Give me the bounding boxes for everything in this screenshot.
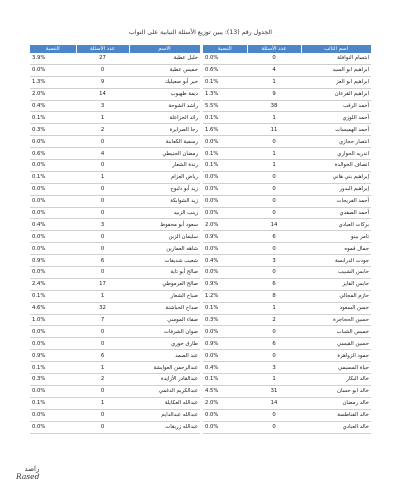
percent-cell: 0.1% <box>203 76 247 88</box>
table-row <box>30 88 200 100</box>
table-row <box>203 350 371 362</box>
logo-arabic: راصد <box>24 465 40 473</box>
count-cell: 6 <box>247 231 301 243</box>
table-row <box>203 385 371 397</box>
name-cell: أحمد اللوزي <box>301 112 371 124</box>
count-cell: 1 <box>76 112 129 124</box>
count-cell: 2 <box>76 124 129 136</box>
count-cell: 1 <box>76 397 129 409</box>
name-cell: عبدالله العكايلة <box>129 397 200 409</box>
count-cell: 0 <box>247 183 301 195</box>
count-cell: 0 <box>76 421 129 433</box>
percent-cell: 0.0% <box>30 421 76 433</box>
table-row <box>30 278 200 290</box>
table-row <box>30 385 200 397</box>
table-row <box>30 267 200 279</box>
table-row <box>30 136 200 148</box>
percent-cell: 1.3% <box>30 76 76 88</box>
table-row <box>203 53 371 64</box>
table-row <box>203 326 371 338</box>
count-cell: 2 <box>76 374 129 386</box>
table-row <box>30 421 200 433</box>
percent-cell: 4.6% <box>30 302 76 314</box>
table-row <box>203 255 371 267</box>
percent-cell: 0.1% <box>203 374 247 386</box>
percent-cell: 0.0% <box>203 171 247 183</box>
name-cell: راشد الشوحة <box>129 100 200 112</box>
name-cell: زيد أبو دلبوح <box>129 183 200 195</box>
count-cell: 6 <box>76 350 129 362</box>
name-cell: انصاف الخوالدة <box>301 160 371 172</box>
percent-cell: 0.0% <box>203 350 247 362</box>
name-cell: أحمد الرقب <box>301 100 371 112</box>
table-row <box>203 302 371 314</box>
table-row <box>30 207 200 219</box>
percent-cell: 2.0% <box>203 219 247 231</box>
table-header-row <box>30 45 200 53</box>
table-row <box>30 76 200 88</box>
header-count: عدد الأسئلة <box>76 45 129 53</box>
name-cell: عبدالله زريقات <box>129 421 200 433</box>
percent-cell: 0.9% <box>30 350 76 362</box>
name-cell: شاهه العمارين <box>129 243 200 255</box>
name-cell: جودت الدرابسة <box>301 255 371 267</box>
percent-cell: 0.4% <box>203 362 247 374</box>
count-cell: 2 <box>247 314 301 326</box>
table-row <box>203 362 371 374</box>
percent-cell: 1.0% <box>30 314 76 326</box>
rased-logo <box>16 466 39 481</box>
percent-cell: 0.1% <box>30 290 76 302</box>
name-cell: اندريه الحواري <box>301 148 371 160</box>
count-cell: 0 <box>76 136 129 148</box>
table-left <box>30 45 201 434</box>
name-cell: جمال قموه <box>301 243 371 255</box>
name-cell: صالح أبو تاية <box>129 267 200 279</box>
percent-cell: 3.9% <box>30 53 76 64</box>
table-row <box>30 374 200 386</box>
count-cell: 31 <box>247 385 301 397</box>
percent-cell: 0.0% <box>30 231 76 243</box>
name-cell: خالد رمضان <box>301 397 371 409</box>
percent-cell: 0.0% <box>30 183 76 195</box>
count-cell: 0 <box>247 195 301 207</box>
table-row <box>203 243 371 255</box>
name-cell: خالد العبادي <box>301 421 371 433</box>
table-row <box>203 112 371 124</box>
count-cell: 0 <box>76 338 129 350</box>
count-cell: 32 <box>76 302 129 314</box>
name-cell: ابراهيم القرعان <box>301 88 371 100</box>
name-cell: سليمان الزبن <box>129 231 200 243</box>
percent-cell: 1.2% <box>203 290 247 302</box>
name-cell: رجا الصرايرة <box>129 124 200 136</box>
percent-cell: 0.1% <box>203 112 247 124</box>
count-cell: 0 <box>76 243 129 255</box>
percent-cell: 0.0% <box>203 183 247 195</box>
count-cell: 0 <box>76 267 129 279</box>
table-row <box>203 76 371 88</box>
name-cell: خالد ابو حسان <box>301 385 371 397</box>
count-cell: 0 <box>76 183 129 195</box>
header-name: اسم النائب <box>301 45 371 53</box>
count-cell: 0 <box>247 267 301 279</box>
table-row <box>203 171 371 183</box>
table-row <box>203 409 371 421</box>
percent-cell: 0.9% <box>30 255 76 267</box>
name-cell: حياة المسيمي <box>301 362 371 374</box>
percent-cell: 0.0% <box>203 207 247 219</box>
percent-cell: 5.5% <box>203 100 247 112</box>
count-cell: 14 <box>76 88 129 100</box>
table-row <box>203 421 371 433</box>
percent-cell: 0.0% <box>30 195 76 207</box>
table-row <box>30 53 200 64</box>
name-cell: ديمة طهبوب <box>129 88 200 100</box>
percent-cell: 0.0% <box>203 53 247 64</box>
percent-cell: 1.6% <box>203 124 247 136</box>
percent-cell: 0.6% <box>203 64 247 76</box>
table-row <box>203 338 371 350</box>
table-row <box>203 148 371 160</box>
table-row <box>30 397 200 409</box>
name-cell: أحمد الهميسات <box>301 124 371 136</box>
percent-cell: 0.0% <box>203 136 247 148</box>
table-row <box>203 207 371 219</box>
percent-cell: 0.1% <box>203 160 247 172</box>
count-cell: 3 <box>247 255 301 267</box>
count-cell: 0 <box>76 231 129 243</box>
name-cell: حسين الحجاجرة <box>301 314 371 326</box>
table-row <box>30 243 200 255</box>
count-cell: 6 <box>247 338 301 350</box>
name-cell: رائد الخزاعلة <box>129 112 200 124</box>
percent-cell: 0.4% <box>30 100 76 112</box>
percent-cell: 0.0% <box>30 136 76 148</box>
table-right <box>203 45 372 434</box>
count-cell: 0 <box>247 53 301 64</box>
table-row <box>30 350 200 362</box>
table-row <box>30 148 200 160</box>
percent-cell: 0.4% <box>30 219 76 231</box>
name-cell: حسين القيسي <box>301 338 371 350</box>
percent-cell: 2.0% <box>30 88 76 100</box>
count-cell: 6 <box>247 278 301 290</box>
name-cell: خميس الشباب <box>301 326 371 338</box>
count-cell: 0 <box>76 409 129 421</box>
table-row <box>30 183 200 195</box>
header-percent: النسبة <box>203 45 247 53</box>
count-cell: 0 <box>247 350 301 362</box>
percent-cell: 0.0% <box>203 267 247 279</box>
name-cell: حسن السعود <box>301 302 371 314</box>
count-cell: 3 <box>76 219 129 231</box>
count-cell: 6 <box>76 255 129 267</box>
count-cell: 4 <box>247 64 301 76</box>
name-cell: خليل عطية <box>129 53 200 64</box>
table-row <box>203 290 371 302</box>
name-cell: خالد البكار <box>301 374 371 386</box>
count-cell: 1 <box>76 171 129 183</box>
count-cell: 0 <box>247 171 301 183</box>
name-cell: خالد الفناطسة <box>301 409 371 421</box>
table-row <box>30 100 200 112</box>
count-cell: 38 <box>247 100 301 112</box>
percent-cell: 0.0% <box>203 243 247 255</box>
count-cell: 0 <box>247 243 301 255</box>
table-row <box>30 219 200 231</box>
name-cell: رندة الشعار <box>129 160 200 172</box>
percent-cell: 0.0% <box>30 338 76 350</box>
table-row <box>203 64 371 76</box>
header-name: الاسم <box>129 45 200 53</box>
percent-cell: 0.3% <box>203 314 247 326</box>
name-cell: إبراهيم بني هاني <box>301 171 371 183</box>
table-row <box>30 302 200 314</box>
percent-cell: 0.1% <box>30 112 76 124</box>
name-cell: رسمية الكعابنة <box>129 136 200 148</box>
name-cell: حابس الشبيب <box>301 267 371 279</box>
count-cell: 0 <box>76 195 129 207</box>
percent-cell: 0.3% <box>30 374 76 386</box>
name-cell: بركات العبادي <box>301 219 371 231</box>
table-row <box>203 267 371 279</box>
name-cell: حابس الفايز <box>301 278 371 290</box>
count-cell: 1 <box>247 76 301 88</box>
percent-cell: 0.1% <box>30 362 76 374</box>
table-row <box>30 171 200 183</box>
count-cell: 3 <box>247 362 301 374</box>
logo-english: Rased <box>16 472 40 481</box>
table-row <box>30 64 200 76</box>
name-cell: عبدالكريم الدغمي <box>129 385 200 397</box>
percent-cell: 1.3% <box>203 88 247 100</box>
table-row <box>30 326 200 338</box>
count-cell: 7 <box>76 314 129 326</box>
name-cell: رمضان الحنيطي <box>129 148 200 160</box>
name-cell: عبدالله عبدالدايم <box>129 409 200 421</box>
table-row <box>203 231 371 243</box>
count-cell: 14 <box>247 397 301 409</box>
table-row <box>203 278 371 290</box>
table-row <box>30 255 200 267</box>
name-cell: شعيب شديفات <box>129 255 200 267</box>
percent-cell: 0.0% <box>30 64 76 76</box>
table-row <box>203 136 371 148</box>
count-cell: 1 <box>247 160 301 172</box>
count-cell: 11 <box>247 124 301 136</box>
count-cell: 1 <box>247 374 301 386</box>
percent-cell: 0.0% <box>30 267 76 279</box>
name-cell: صوان الشرفات <box>129 326 200 338</box>
count-cell: 0 <box>247 421 301 433</box>
count-cell: 0 <box>76 160 129 172</box>
table-row <box>30 362 200 374</box>
percent-cell: 0.0% <box>203 195 247 207</box>
name-cell: انتصار حجازي <box>301 136 371 148</box>
percent-cell: 0.1% <box>30 397 76 409</box>
table-row <box>30 409 200 421</box>
name-cell: ابتسام النوافلة <box>301 53 371 64</box>
percent-cell: 0.1% <box>203 148 247 160</box>
count-cell: 0 <box>247 207 301 219</box>
table-row <box>203 314 371 326</box>
percent-cell: 0.0% <box>30 409 76 421</box>
name-cell: صفاء المومني <box>129 314 200 326</box>
percent-cell: 2.0% <box>203 397 247 409</box>
percent-cell: 0.0% <box>30 243 76 255</box>
percent-cell: 0.9% <box>203 231 247 243</box>
count-cell: 1 <box>247 112 301 124</box>
count-cell: 3 <box>76 100 129 112</box>
name-cell: طارق خوري <box>129 338 200 350</box>
table-row <box>30 231 200 243</box>
name-cell: عبدالقادر الأزايدة <box>129 374 200 386</box>
percent-cell: 0.1% <box>30 171 76 183</box>
table-row <box>30 195 200 207</box>
count-cell: 0 <box>76 64 129 76</box>
count-cell: 1 <box>247 302 301 314</box>
count-cell: 14 <box>247 219 301 231</box>
name-cell: عبدالرحمن العوايشة <box>129 362 200 374</box>
name-cell: زيد الشوابكة <box>129 195 200 207</box>
table-row <box>30 290 200 302</box>
name-cell: صباح الشعار <box>129 290 200 302</box>
table-row <box>203 183 371 195</box>
count-cell: 0 <box>76 326 129 338</box>
count-cell: 1 <box>76 290 129 302</box>
table-row <box>203 219 371 231</box>
table-title: الجدول رقم (13): يبين توزيع الأسئلة النيابية على النواب <box>129 29 272 36</box>
count-cell: 0 <box>76 385 129 397</box>
count-cell: 0 <box>247 326 301 338</box>
percent-cell: 2.4% <box>30 278 76 290</box>
header-percent: النسبة <box>30 45 76 53</box>
percent-cell: 0.6% <box>30 148 76 160</box>
table-row <box>30 112 200 124</box>
percent-cell: 0.0% <box>30 160 76 172</box>
count-cell: 9 <box>247 88 301 100</box>
table-row <box>30 338 200 350</box>
header-count: عدد الأسئلة <box>247 45 301 53</box>
name-cell: صالح العرموطي <box>129 278 200 290</box>
percent-cell: 0.0% <box>30 385 76 397</box>
table-row <box>203 195 371 207</box>
table-row <box>30 124 200 136</box>
count-cell: 1 <box>76 362 129 374</box>
percent-cell: 0.9% <box>203 338 247 350</box>
count-cell: 17 <box>76 278 129 290</box>
name-cell: خميس عطية <box>129 64 200 76</box>
count-cell: 0 <box>76 207 129 219</box>
name-cell: حازم المجالي <box>301 290 371 302</box>
table-row <box>30 160 200 172</box>
count-cell: 9 <box>76 76 129 88</box>
percent-cell: 0.0% <box>203 326 247 338</box>
name-cell: تامر بينو <box>301 231 371 243</box>
table-row <box>203 374 371 386</box>
name-cell: ابراهيم ابو العز <box>301 76 371 88</box>
percent-cell: 0.1% <box>203 302 247 314</box>
name-cell: إبراهيم البدور <box>301 183 371 195</box>
table-row <box>203 100 371 112</box>
count-cell: 8 <box>247 290 301 302</box>
percent-cell: 0.0% <box>203 421 247 433</box>
percent-cell: 0.0% <box>30 326 76 338</box>
count-cell: 1 <box>247 148 301 160</box>
table-row <box>30 314 200 326</box>
table-row <box>203 397 371 409</box>
percent-cell: 0.9% <box>203 278 247 290</box>
percent-cell: 4.5% <box>203 385 247 397</box>
count-cell: 0 <box>247 136 301 148</box>
name-cell: خير أبو صعيليك <box>129 76 200 88</box>
name-cell: حمود الزواهرة <box>301 350 371 362</box>
name-cell: أحمد الصفدي <box>301 207 371 219</box>
table-row <box>203 88 371 100</box>
name-cell: أحمد الفريحات <box>301 195 371 207</box>
name-cell: زينب الزبيد <box>129 207 200 219</box>
count-cell: 27 <box>76 53 129 64</box>
percent-cell: 0.4% <box>203 255 247 267</box>
name-cell: رياض العزام <box>129 171 200 183</box>
name-cell: عبد الصمد <box>129 350 200 362</box>
table-header-row <box>203 45 371 53</box>
table-row <box>203 160 371 172</box>
name-cell: ابراهيم ابو السيد <box>301 64 371 76</box>
percent-cell: 0.0% <box>203 409 247 421</box>
percent-cell: 0.3% <box>30 124 76 136</box>
count-cell: 0 <box>247 409 301 421</box>
name-cell: صداح الحباشنة <box>129 302 200 314</box>
count-cell: 4 <box>76 148 129 160</box>
name-cell: سعود أبو محفوظ <box>129 219 200 231</box>
percent-cell: 0.0% <box>30 207 76 219</box>
table-row <box>203 124 371 136</box>
